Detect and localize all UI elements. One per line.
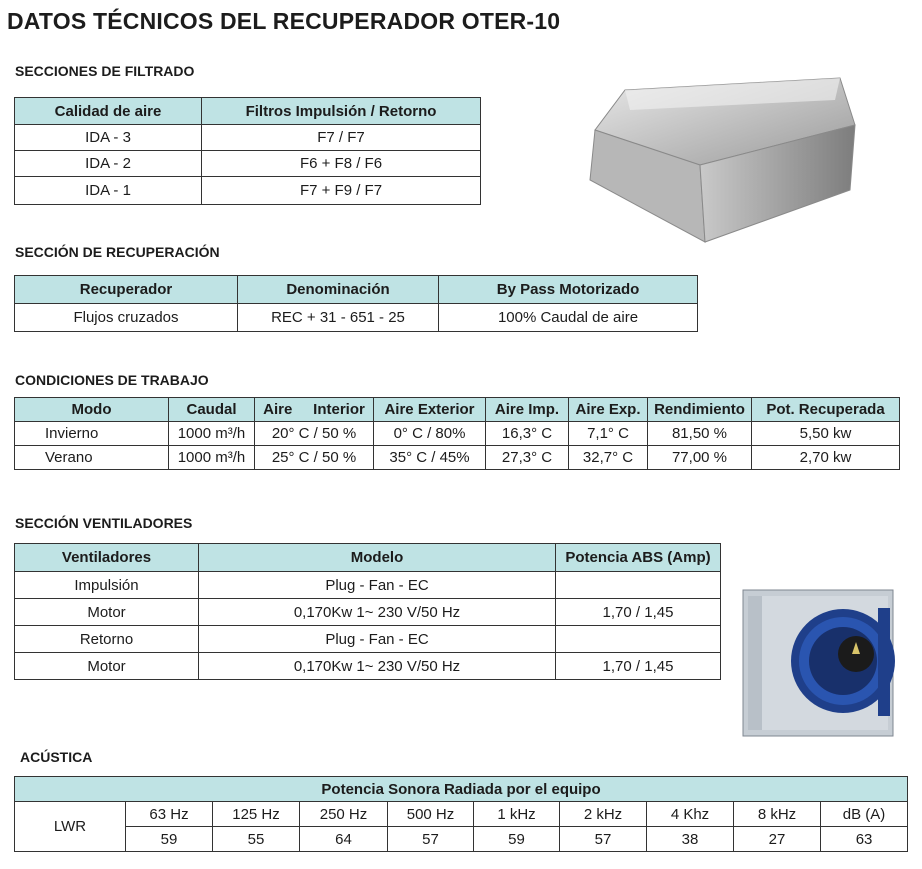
condiciones-header: Aire Exterior xyxy=(374,398,486,422)
filtrado-cell: F7 + F9 / F7 xyxy=(202,177,481,205)
freq-cell: dB (A) xyxy=(821,802,908,827)
condiciones-cell: 5,50 kw xyxy=(752,422,900,446)
filtrado-heading: SECCIONES DE FILTRADO xyxy=(15,63,195,79)
filtrado-table xyxy=(14,97,481,205)
condiciones-cell: 81,50 % xyxy=(648,422,752,446)
freq-cell: 2 kHz xyxy=(560,802,647,827)
ventiladores-cell: Impulsión xyxy=(15,572,199,599)
ventiladores-cell: 1,70 / 1,45 xyxy=(556,599,721,626)
acustica-header: Potencia Sonora Radiada por el equipo xyxy=(15,777,908,802)
freq-cell: 125 Hz xyxy=(213,802,300,827)
value-cell: 55 xyxy=(213,827,300,852)
value-cell: 59 xyxy=(126,827,213,852)
ventiladores-table xyxy=(14,543,721,680)
value-cell: 63 xyxy=(821,827,908,852)
condiciones-cell: Verano xyxy=(15,446,169,470)
recuperacion-cell: Flujos cruzados xyxy=(15,304,238,332)
ventiladores-cell: 0,170Kw 1~ 230 V/50 Hz xyxy=(199,653,556,680)
freq-cell: 63 Hz xyxy=(126,802,213,827)
filtrado-cell: IDA - 1 xyxy=(15,177,202,205)
value-cell: 59 xyxy=(474,827,560,852)
value-cell: 57 xyxy=(388,827,474,852)
condiciones-cell: 77,00 % xyxy=(648,446,752,470)
recuperacion-header: By Pass Motorizado xyxy=(439,276,698,304)
filtrado-cell: F7 / F7 xyxy=(202,125,481,151)
condiciones-cell: 16,3° C xyxy=(486,422,569,446)
ventiladores-cell: Motor xyxy=(15,653,199,680)
freq-cell: 500 Hz xyxy=(388,802,474,827)
ventiladores-cell xyxy=(556,572,721,599)
acustica-heading: ACÚSTICA xyxy=(20,749,93,765)
value-cell: 38 xyxy=(647,827,734,852)
value-cell: 27 xyxy=(734,827,821,852)
condiciones-cell: Invierno xyxy=(15,422,169,446)
filtrado-header: Filtros Impulsión / Retorno xyxy=(202,98,481,125)
recuperacion-table xyxy=(14,275,698,332)
plug-fan-image xyxy=(738,584,903,740)
condiciones-cell: 1000 m³/h xyxy=(169,446,255,470)
recuperacion-header: Recuperador xyxy=(15,276,238,304)
acustica-table xyxy=(14,776,908,852)
condiciones-cell: 32,7° C xyxy=(569,446,648,470)
condiciones-header: Modo xyxy=(15,398,169,422)
ventiladores-cell: 1,70 / 1,45 xyxy=(556,653,721,680)
ventiladores-header: Ventiladores xyxy=(15,544,199,572)
ventiladores-cell: Plug - Fan - EC xyxy=(199,626,556,653)
ventiladores-header: Potencia ABS (Amp) xyxy=(556,544,721,572)
condiciones-header: Caudal xyxy=(169,398,255,422)
recuperacion-cell: REC + 31 - 651 - 25 xyxy=(238,304,439,332)
ventiladores-cell: 0,170Kw 1~ 230 V/50 Hz xyxy=(199,599,556,626)
condiciones-cell: 27,3° C xyxy=(486,446,569,470)
freq-cell: 1 kHz xyxy=(474,802,560,827)
filtrado-cell: F6 + F8 / F6 xyxy=(202,151,481,177)
condiciones-cell: 2,70 kw xyxy=(752,446,900,470)
freq-cell: 4 Khz xyxy=(647,802,734,827)
recuperacion-heading: SECCIÓN DE RECUPERACIÓN xyxy=(15,244,220,260)
recuperacion-header: Denominación xyxy=(238,276,439,304)
condiciones-header: Aire Imp. xyxy=(486,398,569,422)
condiciones-header: Pot. Recuperada xyxy=(752,398,900,422)
condiciones-table xyxy=(14,397,900,470)
recuperacion-cell: 100% Caudal de aire xyxy=(439,304,698,332)
ventiladores-cell: Motor xyxy=(15,599,199,626)
condiciones-header: Rendimiento xyxy=(648,398,752,422)
condiciones-cell: 0° C / 80% xyxy=(374,422,486,446)
freq-cell: 8 kHz xyxy=(734,802,821,827)
condiciones-cell: 20° C / 50 % xyxy=(255,422,374,446)
condiciones-cell: 25° C / 50 % xyxy=(255,446,374,470)
freq-cell: 250 Hz xyxy=(300,802,388,827)
ventiladores-header: Modelo xyxy=(199,544,556,572)
condiciones-header: Aire Interior xyxy=(255,398,374,422)
page-title: DATOS TÉCNICOS DEL RECUPERADOR OTER-10 xyxy=(7,8,561,34)
filtrado-cell: IDA - 3 xyxy=(15,125,202,151)
ventiladores-cell: Plug - Fan - EC xyxy=(199,572,556,599)
ventiladores-heading: SECCIÓN VENTILADORES xyxy=(15,515,193,531)
filtrado-header: Calidad de aire xyxy=(15,98,202,125)
value-cell: 57 xyxy=(560,827,647,852)
recuperador-unit-image xyxy=(585,70,860,245)
ventiladores-cell xyxy=(556,626,721,653)
lwr-label: LWR xyxy=(15,802,126,852)
condiciones-cell: 35° C / 45% xyxy=(374,446,486,470)
ventiladores-cell: Retorno xyxy=(15,626,199,653)
value-cell: 64 xyxy=(300,827,388,852)
condiciones-heading: CONDICIONES DE TRABAJO xyxy=(15,372,209,388)
condiciones-cell: 1000 m³/h xyxy=(169,422,255,446)
condiciones-cell: 7,1° C xyxy=(569,422,648,446)
filtrado-cell: IDA - 2 xyxy=(15,151,202,177)
condiciones-header: Aire Exp. xyxy=(569,398,648,422)
